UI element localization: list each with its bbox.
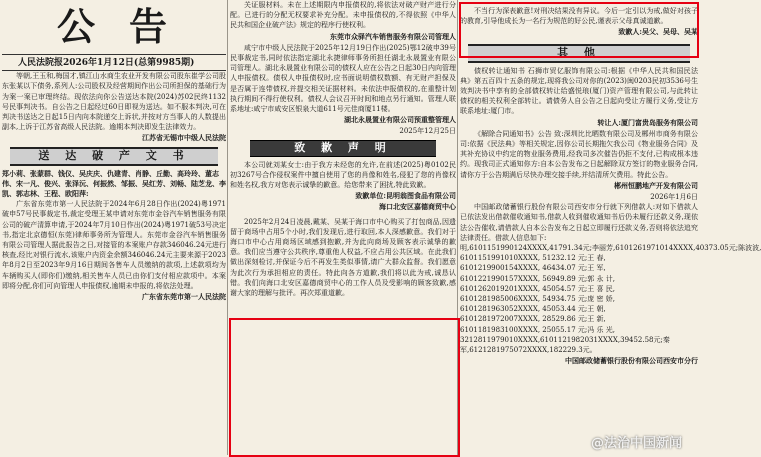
banner-label: 致 歉 声 明 (294, 141, 392, 155)
list-item: 军,6121281975072XXXX,182229.3元。 (460, 346, 597, 355)
notice-text: 本公司就刘某女士:由于我方未经您的允许,在前述(2025)粤0102民初3267号合作侵权案件中擅自使用了您的肖像和姓名,侵犯了您的肖像权和姓名权,我方对您表示诚挚的歉意。给您带来了困扰,特此致歉。 (230, 160, 456, 190)
company-signature: 湖北永晟置业有限公司预重整管理人 (344, 115, 456, 125)
banner-label: 其 他 (557, 46, 601, 59)
notice-text: 等朝,王玉和,梅国才,镇江山水商生农业开发有限公司股东崔学公司股东张某以下债务,系列人:公司股权及经营期间作出公司所担保的基础行为为案一案已审理终结。现依法向你公告送达本院(2024)苏02民终1132号民事判决书。自公告之日起经过60日即视为送达。如不服本判决,可在判决书送达之日起15日内向本院递交上诉状,并按对方当事人的人数提出副本,上诉于江苏省高级人民法院。逾期本判决即发生法律效力。 (2, 72, 226, 132)
recipient-names: 郑小莉、张蒙群、钱仪、吴庆庆、仇建青、肖静、丘勤、高玲玲、董志伟、宋一凡、俊兴、张泽沅、何振然、邹振、吴红芳、刘畅、陆芝龙、李凯、郭志林、王程、欧阳萍: (2, 168, 226, 199)
list-item: 6101181983100XXXX, 25055.17 元;冯 乐 光, (460, 325, 615, 334)
list-item: 6101221990157XXXX, 56949.89 元;郭 永 计, (460, 274, 615, 283)
notice-text: 咸宁市中级人民法院于2025年12月19日作出(2025)鄂12破申39号民事裁定书,同时依法指定湖北永捷律师事务所担任湖北永晟置业有限公司管理人。湖北永晟置业有限公司的债权人应在公告之日起30日内向管理人申报债权。债权人申报债权时,应书面说明债权数额、有无财产担保及是否属于连带债权,并提交相关证据材料。未依法申报债权的,在重整计划执行期间不得行使权利。债权人会议召开时间和地点另行通知。管理人联系地址:咸宁市咸安区银泉大道611号元佳商厦11楼。 (230, 43, 456, 114)
section-banner-bankruptcy (10, 147, 218, 166)
column-divider (227, 0, 228, 455)
list-item: 6101262019201XXXX, 45054.57 元;王 喜 民, (460, 284, 615, 293)
bank-signature: 中国邮政储蓄银行股份有限公司西安市分行 (565, 356, 698, 366)
list-item: 6101151991010XXXX, 51232.12 元;王 春, (460, 254, 606, 263)
watermark: @法治中国新闻 (590, 436, 682, 451)
notice-text: 债权转让通知书 石狮市贸亿服饰有限公司:根据《中华人民共和国民法典》第五百四十五条的规定,现将我公司对你的(2023)闽0203民初3536号生效判决书中享有的全部债权转让给盛悦琅(厦门)资产管理有限公司,与此转让债权的相关权利全部转让。请债务人自公告之日起向受让方履行义务,受让方联系地址:厦门市。 (460, 66, 698, 116)
column-middle (230, 0, 456, 455)
borrower-list (460, 243, 761, 355)
notice-text: 《解除合同通知书》公告 致:深圳比比晒数有限公司及郴州市商务有限公司:依据《民法典》等相关规定,因你公司长期拖欠我公司《物业服务合同》及其补充协议中约定的物业服务费用,经我司多次催告仍拒不支付,已构成根本违约。现我司正式通知你方:自本公告发布之日起解除双方签订的物业服务合同,请你方于公告期满后尽快办理交接手续,并结清所欠费用。特此公告。 (460, 129, 698, 179)
list-item: 6101219900154XXXX, 46434.07 元;王 军, (460, 264, 606, 273)
court-signature: 江苏省无锡市中级人民法院 (142, 133, 226, 143)
company-signature: 郴州恒鹏地产开发有限公司 (614, 180, 698, 190)
notice-date: 2025年12月25日 (399, 127, 456, 136)
list-item: 6101281985006XXXX, 54934.75 元;庞 密 娇, (460, 295, 615, 304)
banner-label: 送 达 破 产 文 书 (38, 149, 190, 163)
section-banner-other (468, 44, 690, 63)
company-signature: 海口北安区嘉德商贸中心 (379, 202, 456, 212)
column-divider (457, 0, 458, 455)
column-left (2, 0, 226, 455)
apology-text: 2025年2月24日凌晨,戴某、吴某于海口市中心购买了打包商品,因遗留于商场中占用5个小时,我们发现后,进行取回,本人深感歉意。我们对于海口市中心占用商场区域感到抱歉,并为此向商场及顾客表示诚挚的歉意。我们应当遵守公共秩序,尊重他人权益,不应占用公共区域。在此我们做出深刻检讨,并保证今后不再发生类似事情,请广大群众监督。我们愿意为此次行为承担相应的责任。特此向各方道歉,我们将以此为戒,诚恳认错。我们向海口北安区嘉德商贸中心的工作人员及受影响的顾客致歉,感谢大家的理解与批评。再次郑重道歉。 (230, 217, 456, 298)
company-signature: 转让人:厦门富贵岛服务有限公司 (597, 117, 698, 127)
company-signature: 东莞市众驿汽车销售服务有限公司管理人 (330, 31, 456, 41)
apology-signature: 致歉人:吴父、吴母、吴某 (618, 27, 698, 37)
issue-info: 人民法院报2026年1月12日(总第9985期) (2, 55, 226, 71)
notice-date: 2026年1月6日 (650, 193, 698, 202)
masthead (2, 0, 226, 55)
list-item: 6101281963052XXXX, 45053.44 元;王 朝, (460, 305, 606, 314)
list-item: 3212811979010XXXX,6101121982031XXXX,39452.58元;秦 (460, 335, 670, 344)
company-signature: 致歉单位:昆明翁图食品有限公司 (355, 191, 456, 201)
apology-text: 不当行为深表歉意!对刑决结果没有异议。今后一定引以为戒,做好对孩子的教育,引导他成长为一名行为规范的好公民,谨表示父母真诚道歉。 (460, 7, 698, 26)
masthead-title-right: 告 (129, 3, 172, 49)
masthead-title-left: 公 (56, 3, 99, 49)
list-item: 6101281972007XXXX, 28529.86 元;王 新, (460, 315, 606, 324)
notice-text: 中国邮政储蓄银行股份有限公司西安市分行就下列借款人:对如下借款人已依法发出借款催收通知书,借款人收到催收通知书后仍未履行还款义务,现依法公告催收,请借款人自本公告发布之日起立即履行还款义务,否则将依法追究法律责任。借款人信息如下: (460, 203, 698, 242)
section-banner-apology (250, 140, 436, 157)
notice-text: 广东省东莞市第一人民法院于2024年6月28日作出(2024)粤1971破申57号民事裁定书,裁定受理王某申请对东莞市金谷汽车销售服务有限公司的破产清算申请,于2024年7月10日作出(2024)粤1971破53号决定书,指定北京德恒(东莞)律师事务所为管理人。东莞市金谷汽车销售服务有限公司管理人据此报告之日,对接管的本案账户存款346046.24元进行核查,经比对银行流水,该账户内资金余额346046.24元主要来源于2023年8月2日至2023年9月16日期间各售车人员缴纳的款项,上述款项均为车辆购买人(即你们)缴纳,相关售车人员已由你们支付相应款项中。本案即将分配,你们可向管理人申报债权,逾期未申报的,将依法处理。 (2, 200, 226, 290)
court-signature: 广东省东莞市第一人民法院 (142, 292, 226, 302)
column-right (460, 0, 761, 455)
notice-text: 关证服材料。未在上述期限内申报债权的,将依法对破产财产进行分配。已进行的分配无权要求补充分配。未申报债权的,不得依照《中华人民共和国企业破产法》规定的程序行使权利。 (230, 1, 456, 30)
list-item: 明,6101151990124XXXX,41791.34元;李丽芳,6101261971014XXXX,40373.05元;陈波波, (460, 244, 761, 253)
